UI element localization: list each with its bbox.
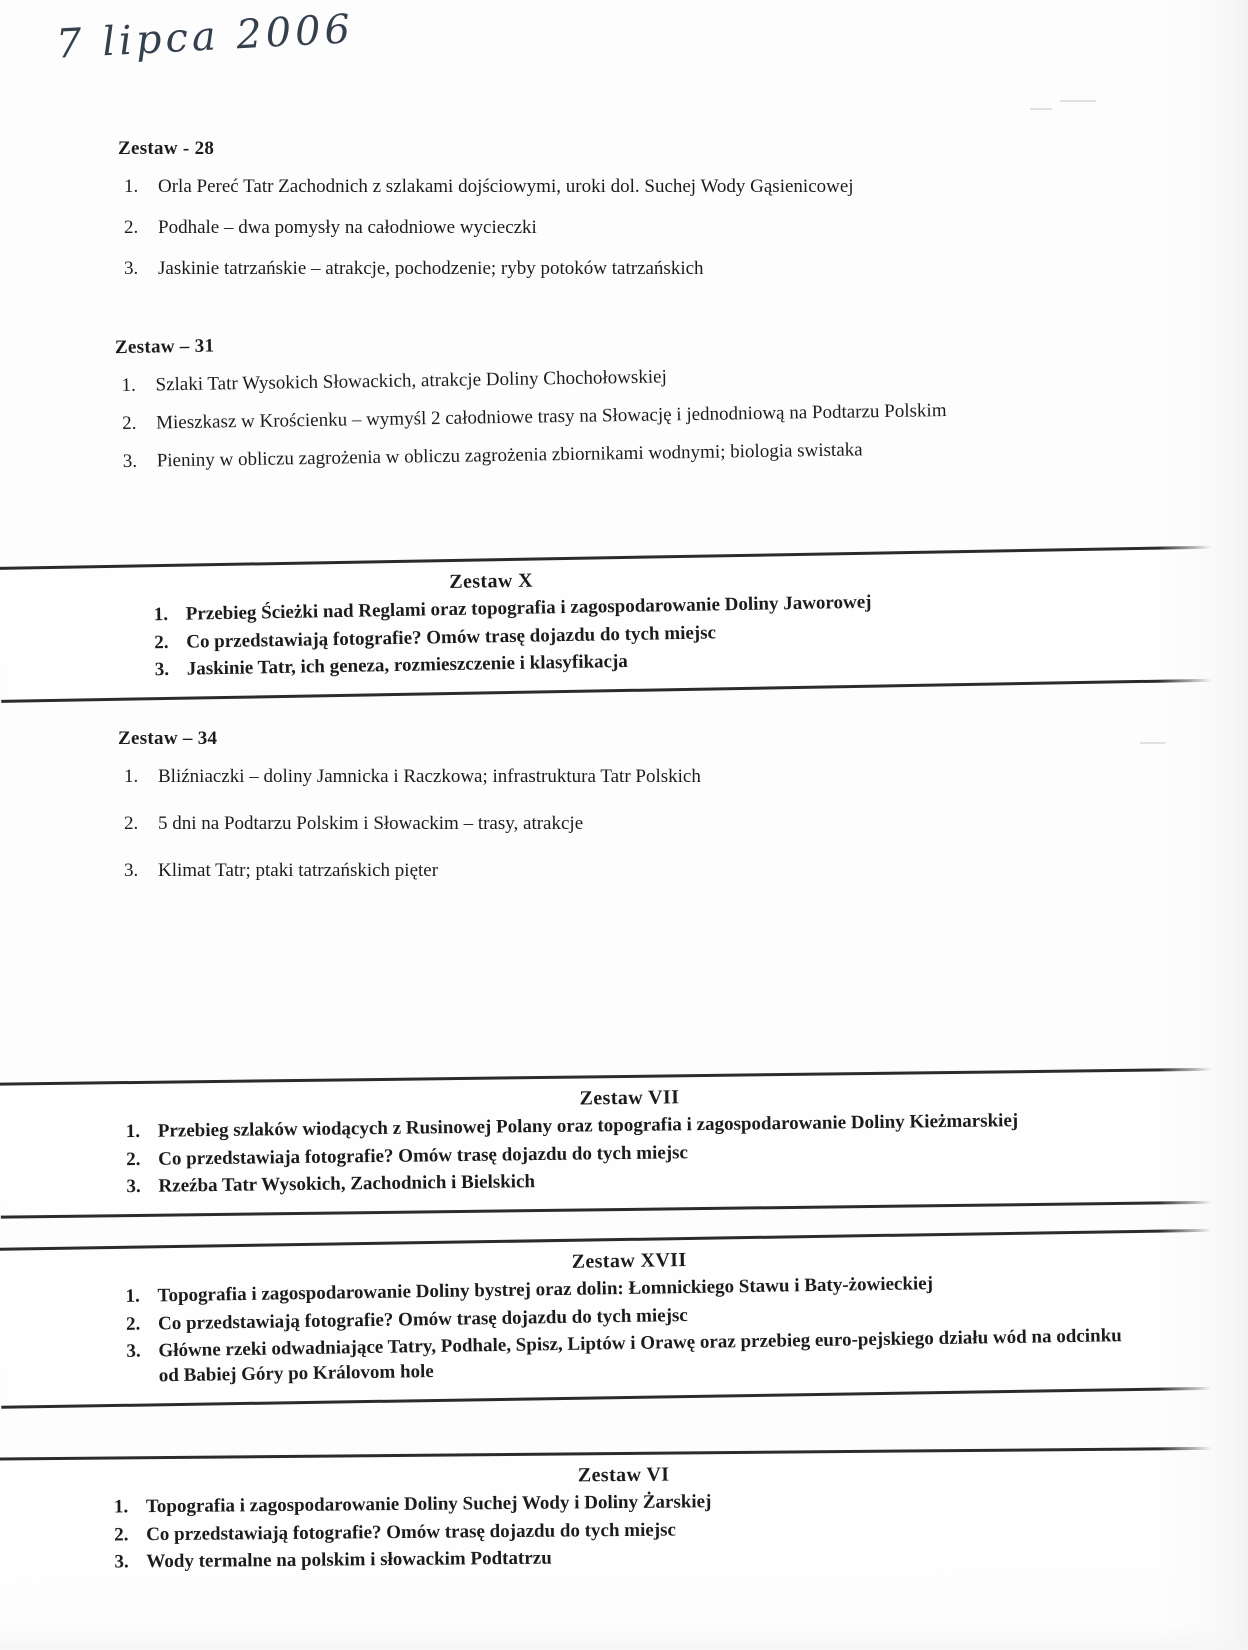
scan-edge bbox=[0, 1624, 1248, 1650]
section-zestaw-34 bbox=[118, 728, 1018, 907]
list-item-text: Co przedstawiają fotografie? Omów trasę dojazdu do tych miejsc bbox=[146, 1519, 677, 1545]
list-item-number: 3. bbox=[124, 257, 139, 279]
section-title: Zestaw – 31 bbox=[114, 335, 215, 359]
list-item-text: Główne rzeki odwadniające Tatry, Podhale, Spisz, Liptów i Orawę oraz przebieg euro-pejskiego działu wód na odcinku od Babiej Góry po Královom hole bbox=[158, 1325, 1122, 1387]
list-item-number: 3. bbox=[126, 1176, 141, 1198]
section-title: Zestaw VI bbox=[577, 1463, 670, 1487]
list-item bbox=[118, 215, 988, 242]
section-title: Zestaw - 28 bbox=[118, 138, 215, 159]
list-item-number: 1. bbox=[121, 374, 136, 396]
list-item-number: 1. bbox=[125, 1285, 141, 1307]
list-item bbox=[118, 858, 1018, 885]
list-item-number: 3. bbox=[114, 1551, 129, 1573]
handwritten-date: 7 lipca 2006 bbox=[55, 6, 356, 68]
list-item bbox=[118, 764, 1018, 791]
section-title: Zestaw X bbox=[449, 569, 534, 594]
list-item-text: Topografia i zagospodarowanie Doliny Suchej Wody i Doliny Żarskiej bbox=[145, 1491, 712, 1518]
section-zestaw-vi bbox=[0, 1447, 1248, 1584]
list-item-text: Wody termalne na polskim i słowackim Podtatrzu bbox=[146, 1548, 552, 1573]
list-item bbox=[117, 435, 1017, 476]
list-item-text: Przebieg Ścieżki nad Reglami oraz topografia i zagospodarowanie Doliny Jaworowej bbox=[185, 591, 872, 625]
section-zestaw-vii bbox=[0, 1067, 1248, 1218]
item-list bbox=[118, 174, 988, 283]
list-item-number: 2. bbox=[121, 412, 137, 434]
list-item-text: Mieszkasz w Krościenku – wymyśl 2 całodniowe trasy na Słowację i jednodniową na Podtarzu Polskim bbox=[155, 399, 947, 434]
list-item-text: Przebieg szlaków wiodących z Rusinowej Polany oraz topografia i zagospodarowanie Doliny Kieżmarskiej bbox=[157, 1110, 1019, 1142]
list-item-text: 5 dni na Podtarzu Polskim i Słowackim – trasy, atrakcje bbox=[158, 812, 584, 834]
section-zestaw-x bbox=[0, 545, 1248, 703]
list-item bbox=[118, 256, 988, 283]
list-item-text: Jaskinie Tatr, ich geneza, rozmieszczenie i klasyfikacja bbox=[186, 651, 629, 681]
list-item-text: Topografia i zagospodarowanie Doliny bystrej oraz dolin: Łomnickiego Stawu i Baty-żowieckiej bbox=[157, 1273, 934, 1307]
scan-artifact bbox=[1060, 100, 1096, 102]
list-item-text: Bliźniaczki – doliny Jamnicka i Raczkowa; infrastruktura Tatr Polskich bbox=[158, 766, 701, 787]
section-zestaw-31 bbox=[115, 323, 1017, 498]
item-list bbox=[110, 1487, 1139, 1576]
list-item-number: 2. bbox=[126, 1148, 141, 1170]
list-item-number: 1. bbox=[153, 603, 169, 626]
strip-edge bbox=[0, 1447, 1247, 1461]
list-item-text: Rzeźba Tatr Wysokich, Zachodnich i Bielskich bbox=[158, 1171, 536, 1198]
item-list bbox=[118, 764, 1018, 885]
list-item bbox=[110, 1542, 1138, 1576]
section-title: Zestaw XVII bbox=[571, 1249, 687, 1273]
list-item-text: Co przedstawiają fotografie? Omów trasę dojazdu do tych miejsc bbox=[186, 622, 717, 653]
list-item-text: Pieniny w obliczu zagrożenia w obliczu zagrożenia zbiornikami wodnymi; biologia swistaka bbox=[156, 439, 863, 472]
list-item-number: 3. bbox=[124, 859, 139, 881]
list-item-number: 2. bbox=[124, 812, 139, 834]
scan-edge bbox=[1158, 0, 1248, 1650]
scan-artifact bbox=[1030, 108, 1052, 110]
item-list bbox=[122, 1108, 1139, 1200]
section-zestaw-xvii bbox=[0, 1228, 1248, 1408]
item-list bbox=[150, 586, 1129, 683]
item-list bbox=[115, 359, 1017, 476]
strip-edge bbox=[1, 1200, 1248, 1218]
list-item-number: 3. bbox=[126, 1340, 141, 1363]
list-item-text: Co przedstawiaja fotografie? Omów trasę dojazdu do tych miejsc bbox=[158, 1141, 689, 1170]
list-item-text: Co przedstawiają fotografie? Omów trasę dojazdu do tych miejsc bbox=[157, 1304, 688, 1335]
list-item bbox=[118, 174, 988, 201]
list-item-number: 3. bbox=[122, 450, 138, 472]
list-item-number: 1. bbox=[125, 1120, 141, 1143]
list-item-number: 2. bbox=[124, 216, 139, 238]
list-item bbox=[116, 397, 1016, 438]
list-item bbox=[118, 811, 1018, 838]
item-list bbox=[121, 1269, 1139, 1390]
list-item-number: 2. bbox=[154, 631, 169, 653]
list-item-text: Klimat Tatr; ptaki tatrzańskich pięter bbox=[158, 859, 439, 881]
list-item-number: 2. bbox=[125, 1313, 141, 1335]
list-item-text: Jaskinie tatrzańskie – atrakcje, pochodzenie; ryby potoków tatrzańskich bbox=[158, 257, 704, 279]
list-item-number: 2. bbox=[114, 1524, 129, 1546]
section-zestaw-28 bbox=[118, 138, 988, 305]
list-item-number: 1. bbox=[124, 766, 139, 787]
list-item bbox=[115, 359, 1015, 400]
list-item-text: Orla Pereć Tatr Zachodnich z szlakami dojściowymi, uroki dol. Suchej Wody Gąsienicowej bbox=[158, 176, 854, 197]
section-title: Zestaw VII bbox=[579, 1086, 680, 1110]
list-item-text: Podhale – dwa pomysły na całodniowe wycieczki bbox=[158, 216, 537, 238]
list-item-number: 1. bbox=[113, 1496, 129, 1518]
strip-edge bbox=[1, 1386, 1248, 1409]
list-item-text: Szlaki Tatr Wysokich Słowackich, atrakcje Doliny Chochołowskiej bbox=[155, 366, 667, 396]
list-item-number: 3. bbox=[154, 659, 170, 681]
scan-artifact bbox=[1140, 742, 1166, 744]
list-item-number: 1. bbox=[124, 176, 139, 197]
section-title: Zestaw – 34 bbox=[118, 728, 218, 749]
